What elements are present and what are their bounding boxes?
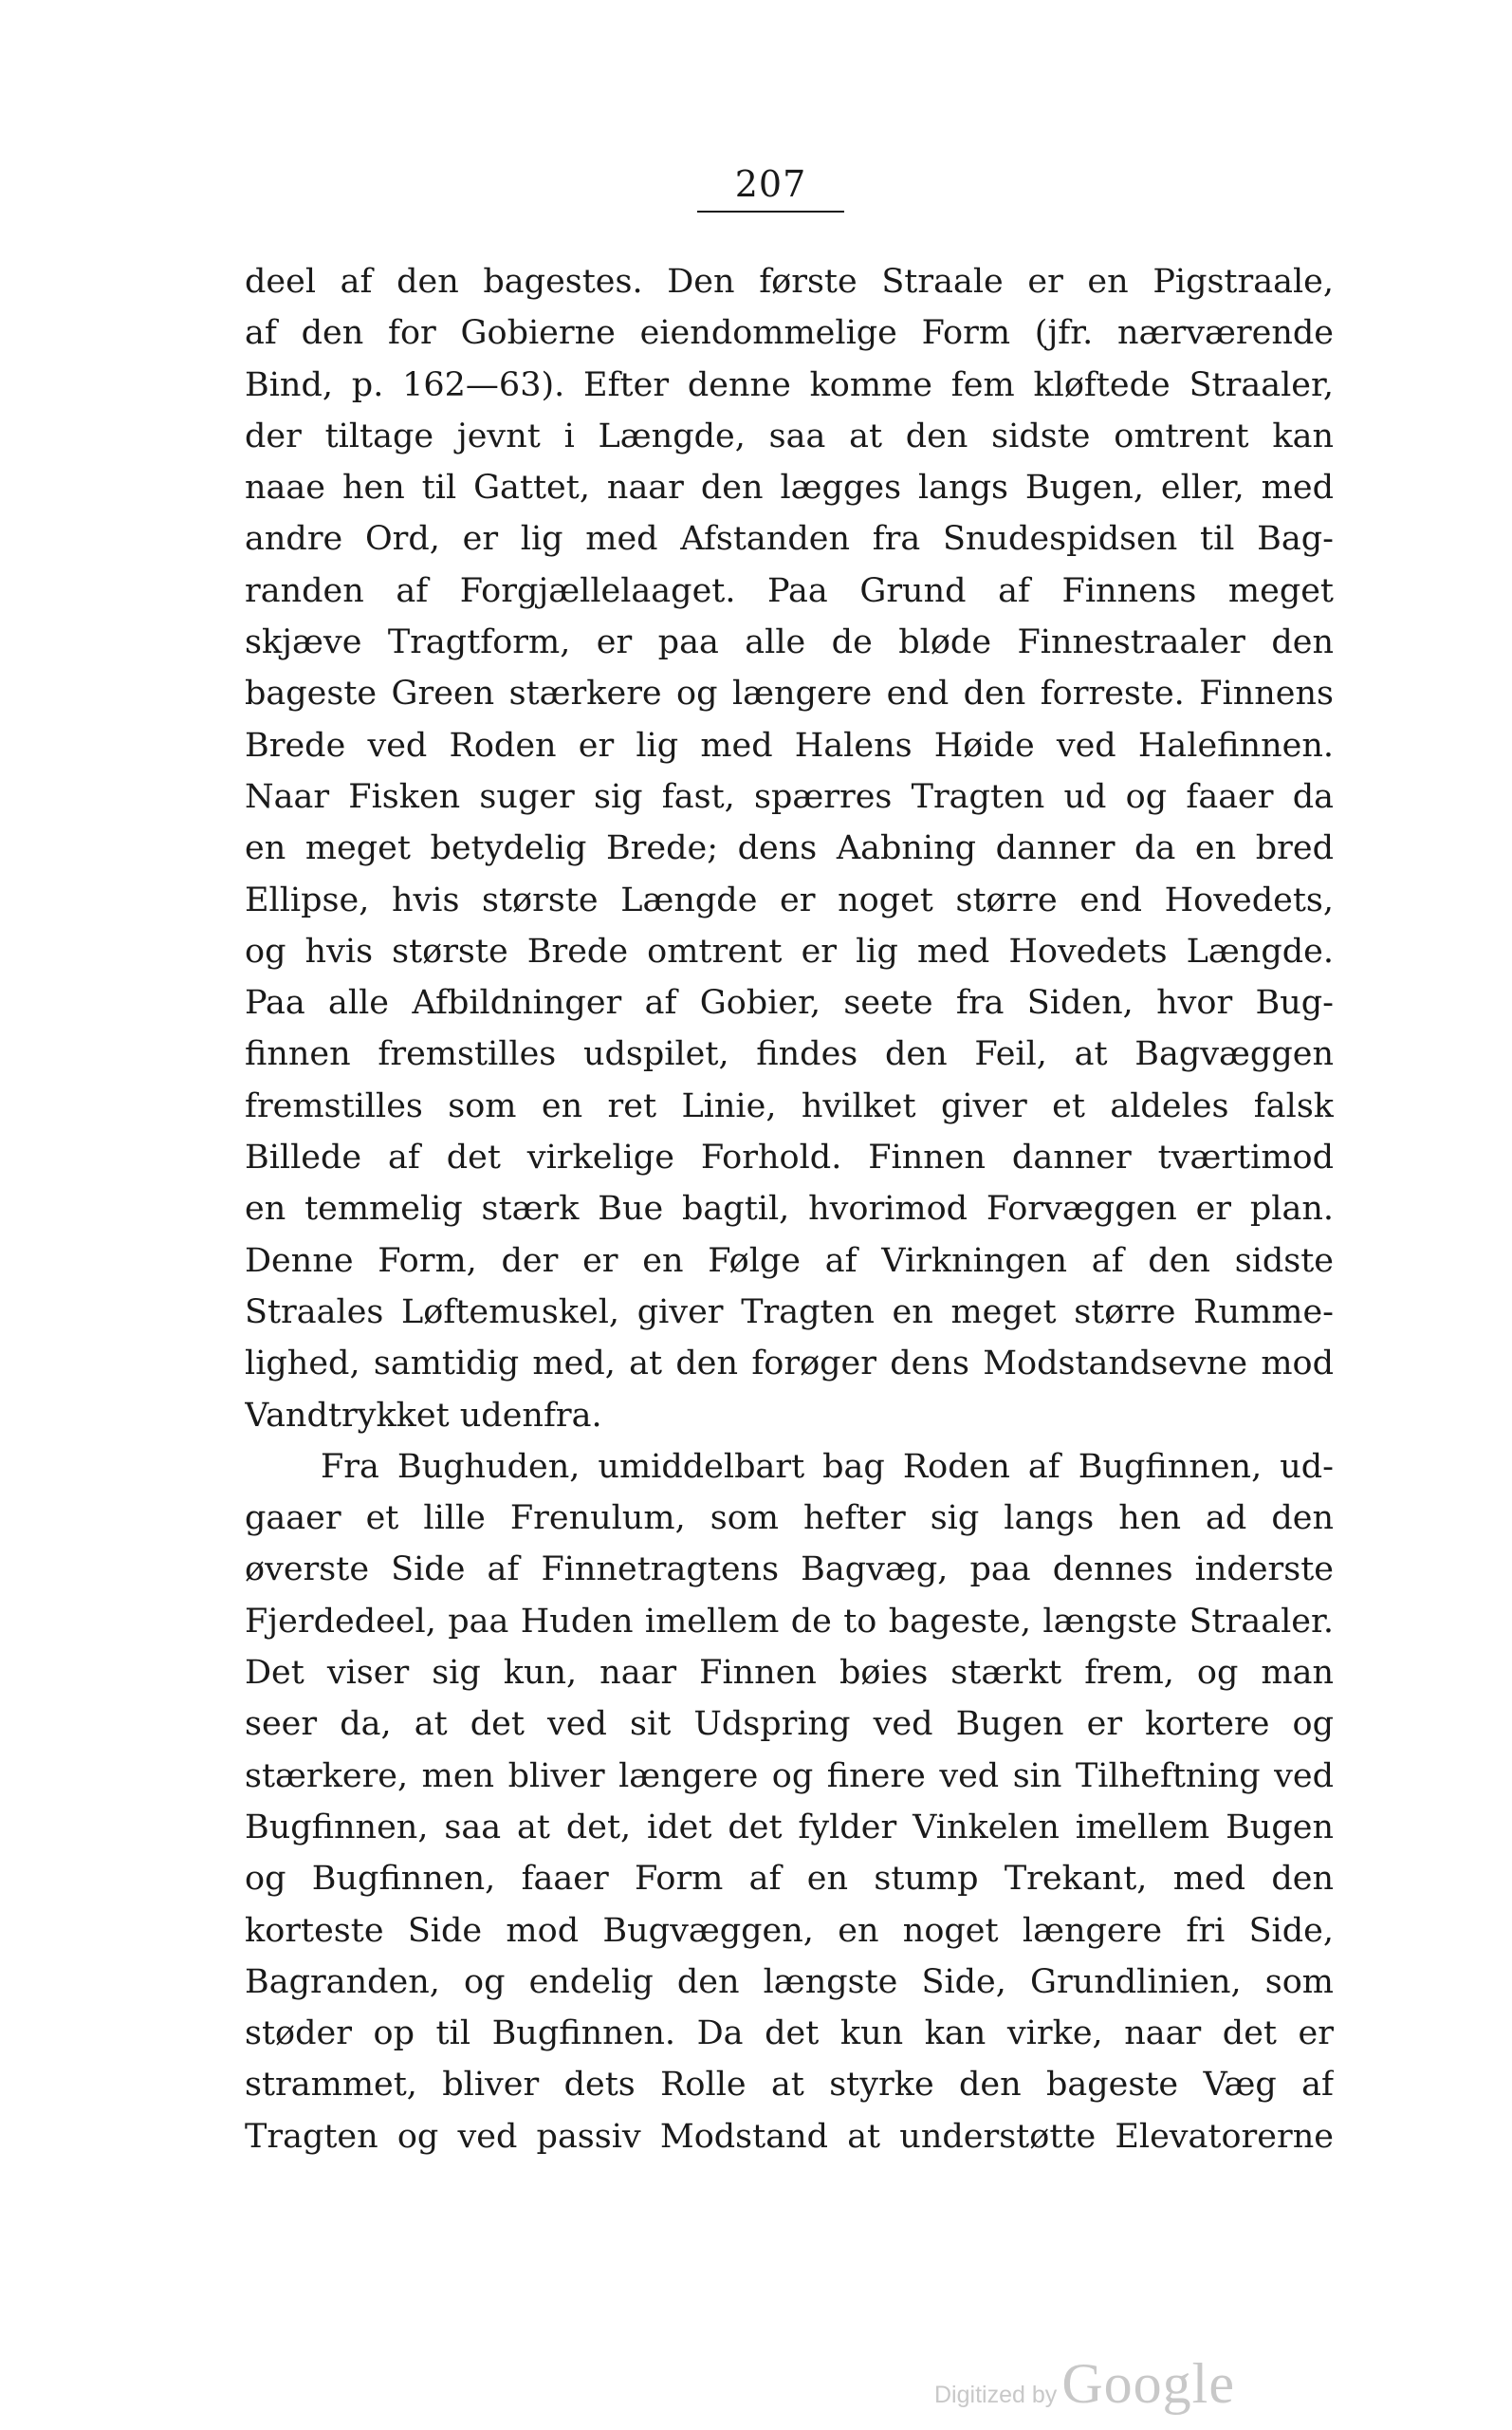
text-line: Naar Fisken suger sig fast, spærres Tragten ud og faaer da — [245, 777, 1334, 816]
text-line: støder op til Bugfinnen. Da det kun kan virke, naar det er — [245, 2014, 1334, 2053]
text-line: Billede af det virkelige Forhold. Finnen danner tværtimod — [245, 1139, 1334, 1178]
text-line: bageste Green stærkere og længere end den forreste. Finnens — [245, 675, 1334, 714]
text-line: finnen fremstilles udspilet, findes den Feil, at Bagvæggen — [245, 1035, 1334, 1074]
text-line: Bagranden, og endelig den længste Side, Grundlinien, som — [245, 1962, 1334, 2001]
text-line: og hvis største Brede omtrent er lig med Hovedets Længde. — [245, 932, 1334, 971]
text-line: andre Ord, er lig med Afstanden fra Snudespidsen til Bag- — [245, 520, 1334, 559]
text-line: Ellipse, hvis største Længde er noget større end Hovedets, — [245, 881, 1334, 919]
watermark-prefix: Digitized by — [934, 2382, 1058, 2408]
text-line: Straales Løftemuskel, giver Tragten en meget større Rumme- — [245, 1292, 1334, 1331]
text-line: seer da, at det ved sit Udspring ved Bugen er kortere og — [245, 1705, 1334, 1744]
text-line: Fra Bughuden, umiddelbart bag Roden af Bugfinnen, ud- — [321, 1447, 1334, 1486]
text-line: deel af den bagestes. Den første Straale er en Pigstraale, — [245, 263, 1334, 301]
text-line: korteste Side mod Bugvæggen, en noget længere fri Side, — [245, 1911, 1334, 1950]
text-line: Vandtrykket udenfra. — [245, 1396, 602, 1435]
text-line: naae hen til Gattet, naar den lægges langs Bugen, eller, med — [245, 469, 1334, 508]
text-line: Brede ved Roden er lig med Halens Høide ved Halefinnen. — [245, 726, 1334, 765]
digitized-watermark — [934, 2351, 1235, 2417]
text-line: Denne Form, der er en Følge af Virkningen af den sidste — [245, 1241, 1334, 1280]
text-line: lighed, samtidig med, at den forøger dens Modstandsevne mod — [245, 1345, 1334, 1383]
google-logo: Google — [1061, 2352, 1235, 2415]
text-line: Bugfinnen, saa at det, idet det fylder Vinkelen imellem Bugen — [245, 1808, 1334, 1846]
page-number: 207 — [734, 163, 807, 205]
text-line: øverste Side af Finnetragtens Bagvæg, paa dennes inderste — [245, 1550, 1334, 1589]
text-line: fremstilles som en ret Linie, hvilket giver et aldeles falsk — [245, 1086, 1334, 1125]
text-line: gaaer et lille Frenulum, som hefter sig langs hen ad den — [245, 1499, 1334, 1538]
text-line: en meget betydelig Brede; dens Aabning danner da en bred — [245, 829, 1334, 868]
text-line: Paa alle Afbildninger af Gobier, seete fra Siden, hvor Bug- — [245, 984, 1334, 1023]
text-line: Fjerdedeel, paa Huden imellem de to bageste, længste Straaler. — [245, 1602, 1334, 1641]
text-line: strammet, bliver dets Rolle at styrke den bageste Væg af — [245, 2066, 1334, 2105]
body-text — [245, 256, 1334, 2162]
text-line: Tragten og ved passiv Modstand at understøtte Elevatorerne — [245, 2117, 1334, 2156]
text-line: randen af Forgjællelaaget. Paa Grund af Finnens meget — [245, 571, 1334, 610]
text-line: en temmelig stærk Bue bagtil, hvorimod Forvæggen er plan. — [245, 1190, 1334, 1229]
text-line: der tiltage jevnt i Længde, saa at den sidste omtrent kan — [245, 417, 1334, 455]
text-line: skjæve Tragtform, er paa alle de bløde Finnestraaler den — [245, 623, 1334, 662]
text-line: Bind, p. 162—63). Efter denne komme fem kløftede Straaler, — [245, 365, 1334, 404]
text-line: Det viser sig kun, naar Finnen bøies stærkt frem, og man — [245, 1654, 1334, 1693]
text-line: stærkere, men bliver længere og finere ved sin Tilheftning ved — [245, 1756, 1334, 1795]
page-number-rule — [697, 211, 844, 213]
text-line: og Bugfinnen, faaer Form af en stump Trekant, med den — [245, 1860, 1334, 1899]
text-line: af den for Gobierne eiendommelige Form (jfr. nærværende — [245, 314, 1334, 353]
